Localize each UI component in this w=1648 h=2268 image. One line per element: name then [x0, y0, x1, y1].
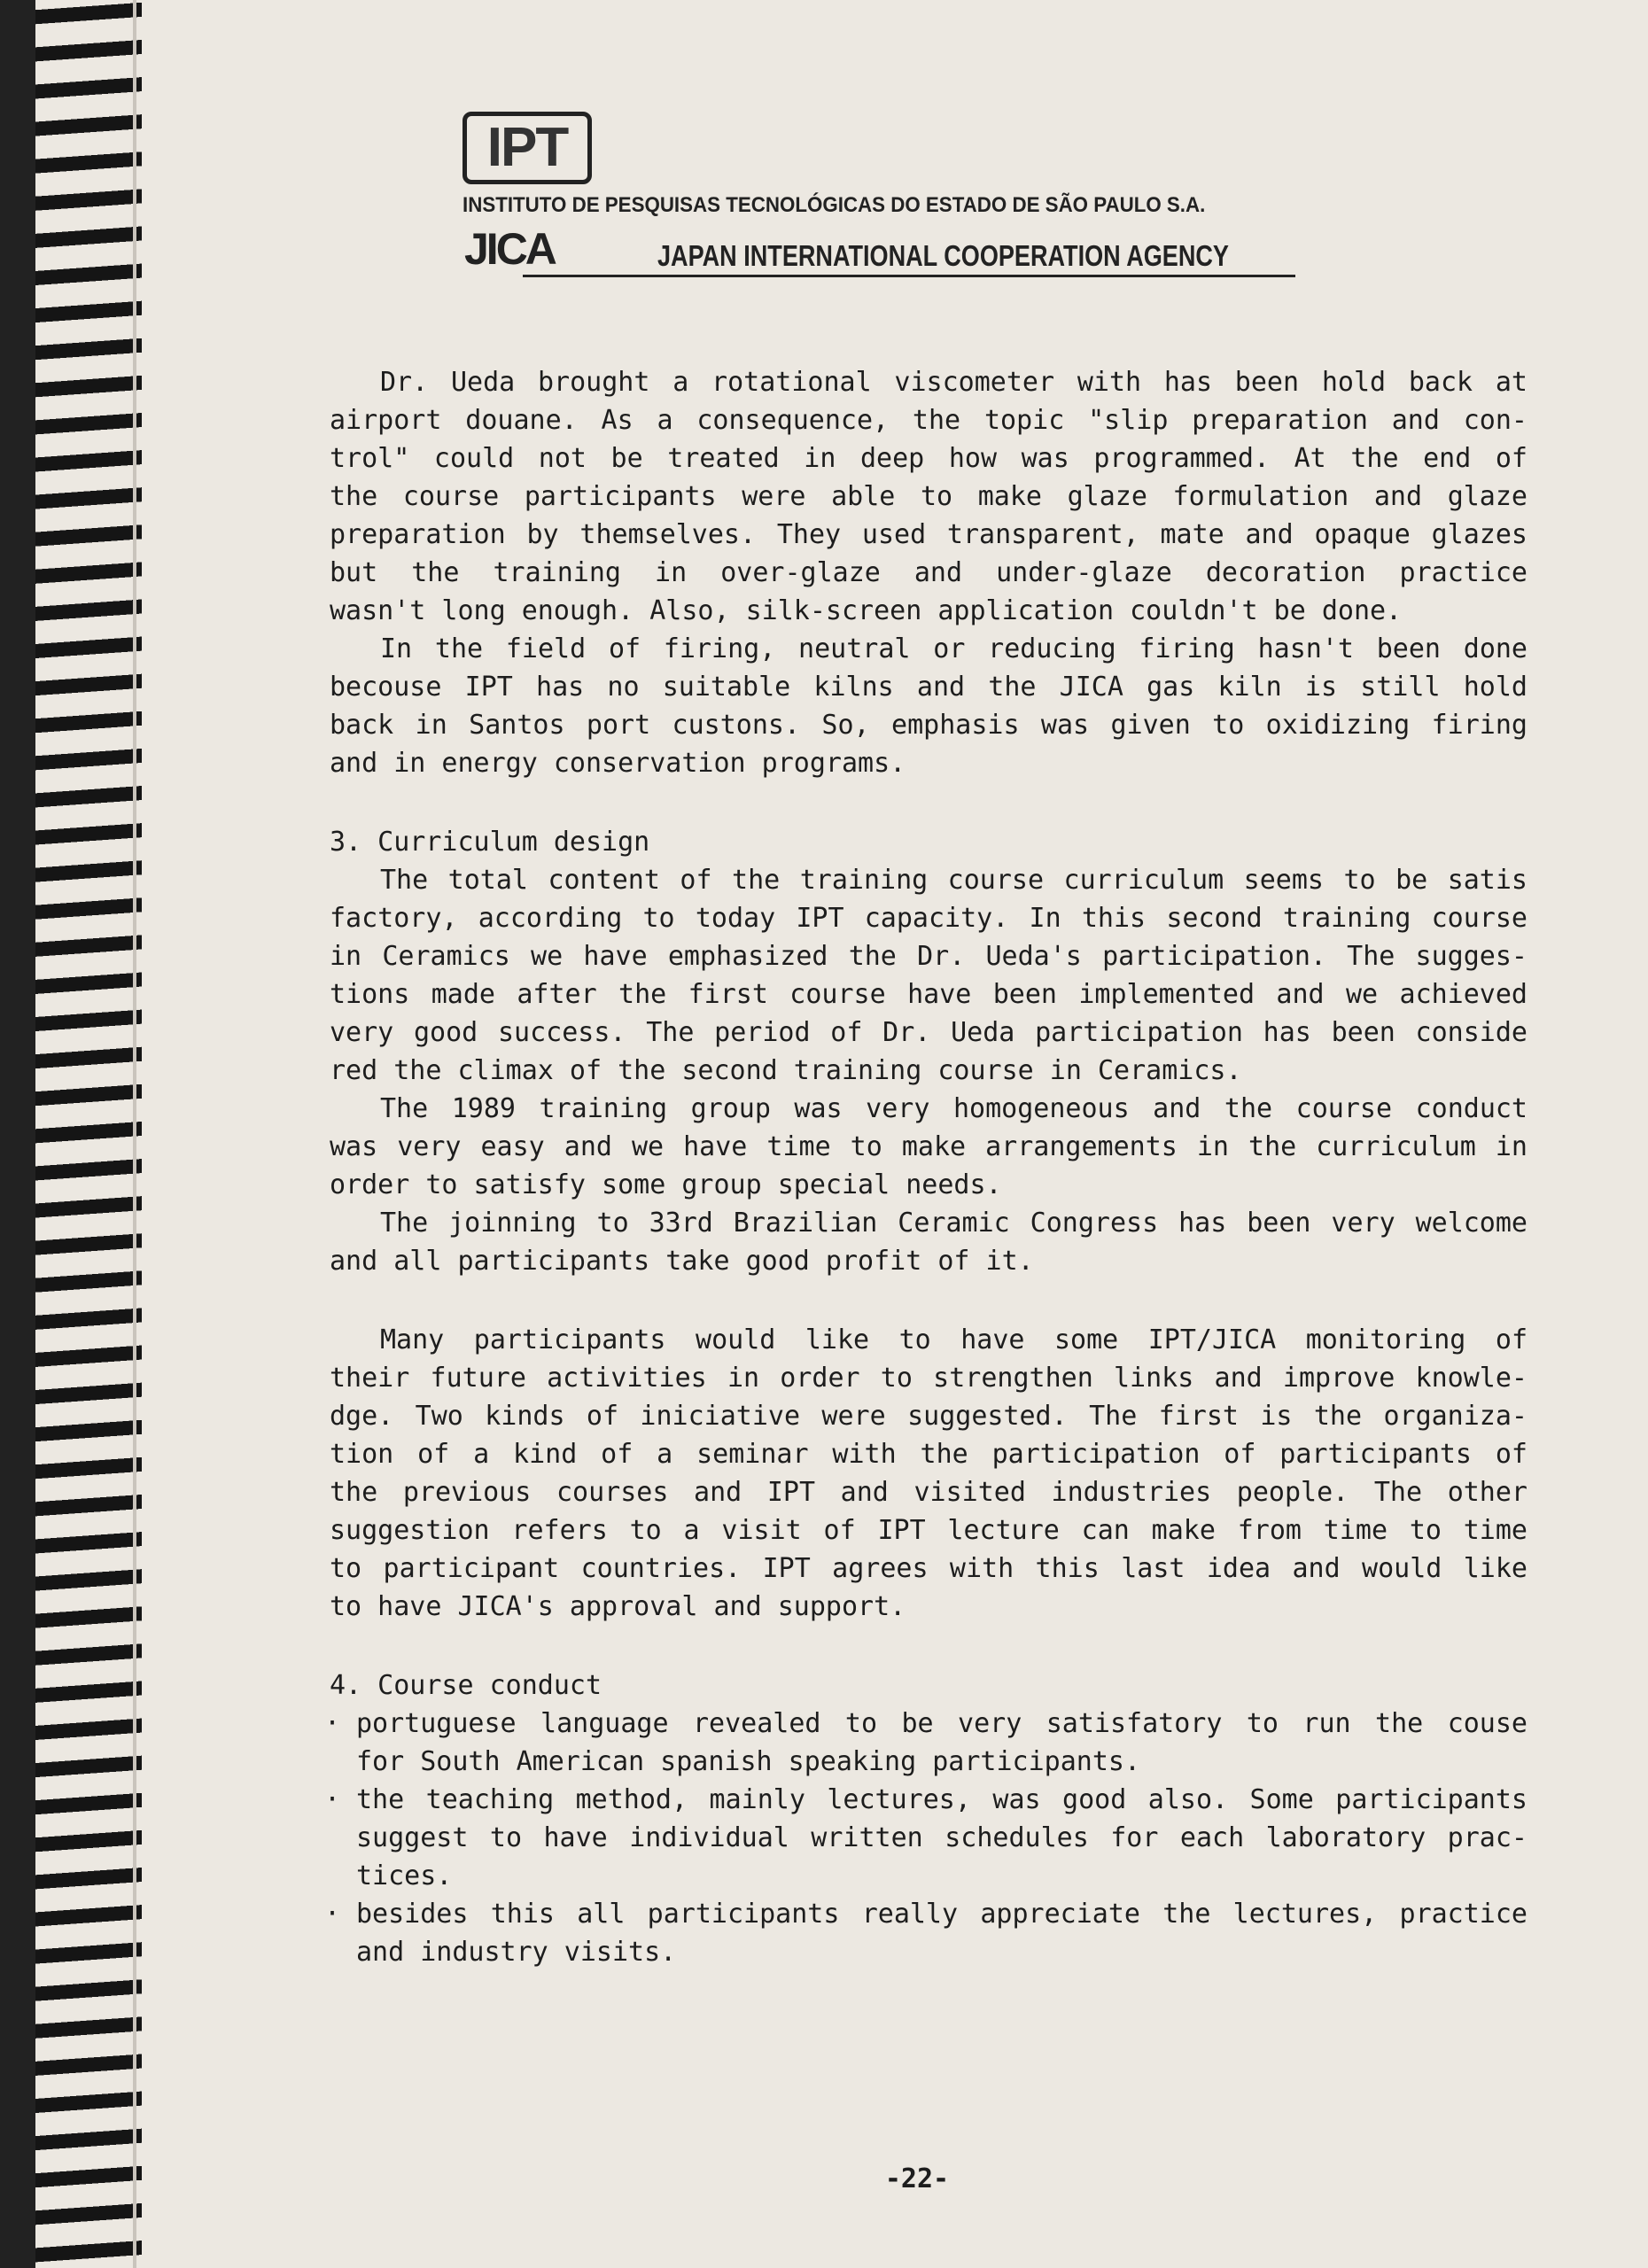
text-line: suggest to have individual written schedules for each laboratory prac-	[356, 1822, 1528, 1853]
text-line: red the climax of the second training course in Ceramics.	[330, 1055, 1242, 1086]
section-gap	[330, 1280, 1528, 1321]
text-line: their future activities in order to strengthen links and improve knowle-	[330, 1363, 1528, 1394]
text-line: becouse IPT has no suitable kilns and the JICA gas kiln is still hold	[330, 672, 1528, 703]
text-line: dge. Two kinds of iniciative were suggested. The first is the organiza-	[330, 1401, 1528, 1432]
paragraph	[330, 630, 1528, 782]
text-line: was very easy and we have time to make arrangements in the curriculum in	[330, 1131, 1528, 1162]
text-line: and all participants take good profit of it.	[330, 1246, 1034, 1277]
agency-name: JAPAN INTERNATIONAL COOPERATION AGENCY	[657, 239, 1229, 272]
paragraph	[330, 1090, 1528, 1204]
text-line: tion of a kind of a seminar with the participation of participants of	[330, 1439, 1528, 1470]
text-line: the previous courses and IPT and visited industries people. The other	[330, 1477, 1528, 1508]
text-line: the course participants were able to make glaze formulation and glaze	[330, 481, 1528, 512]
text-line: airport douane. As a consequence, the topic "slip preparation and con-	[330, 405, 1528, 436]
page-edge	[133, 0, 136, 2268]
text-line: to have JICA's approval and support.	[330, 1591, 906, 1622]
text-line: portuguese language revealed to be very satisfatory to run the couse	[356, 1708, 1528, 1739]
jica-logo: JICA	[464, 224, 555, 274]
bullet-item	[324, 1895, 1528, 1971]
text-line: back in Santos port custons. So, emphasis was given to oxidizing firing	[330, 710, 1528, 741]
bullet-dot: ·	[324, 1784, 341, 1815]
text-line: in Ceramics we have emphasized the Dr. Ueda's participation. The sugges-	[330, 941, 1528, 972]
text-line: order to satisfy some group special needs.	[330, 1169, 1002, 1200]
text-line: besides this all participants really appreciate the lectures, practice	[356, 1899, 1528, 1930]
text-line: suggestion refers to a visit of IPT lecture can make from time to time	[330, 1515, 1528, 1546]
text-line: and industry visits.	[356, 1937, 677, 1968]
header-rule	[523, 275, 1295, 277]
text-line: very good success. The period of Dr. Ueda participation has been conside	[330, 1017, 1528, 1048]
text-line: In the field of firing, neutral or reducing firing hasn't been done	[380, 633, 1528, 664]
paragraph	[330, 363, 1528, 630]
ipt-logo: IPT	[463, 112, 592, 184]
text-line: The total content of the training course curriculum seems to be satis	[380, 865, 1528, 896]
section-heading: 3. Curriculum design	[330, 827, 650, 858]
bullet-item	[324, 1705, 1528, 1781]
text-line: Many participants would like to have some IPT/JICA monitoring of	[380, 1324, 1528, 1355]
text-line: Dr. Ueda brought a rotational viscometer with has been hold back at	[380, 367, 1528, 398]
text-line: for South American spanish speaking participants.	[356, 1746, 1141, 1777]
text-line: but the training in over-glaze and under-glaze decoration practice	[330, 557, 1528, 588]
institute-name: INSTITUTO DE PESQUISAS TECNOLÓGICAS DO ESTADO DE SÃO PAULO S.A.	[463, 193, 1206, 217]
text-line: tions made after the first course have been implemented and we achieved	[330, 979, 1528, 1010]
paragraph	[330, 1204, 1528, 1280]
document-body	[324, 363, 1528, 1971]
page-number: -22-	[884, 2163, 950, 2194]
text-line: preparation by themselves. They used transparent, mate and opaque glazes	[330, 519, 1528, 550]
text-line: trol" could not be treated in deep how was programmed. At the end of	[330, 443, 1528, 474]
section-heading: 4. Course conduct	[330, 1670, 602, 1701]
bullet-dot: ·	[324, 1708, 341, 1739]
text-line: and in energy conservation programs.	[330, 748, 906, 779]
text-line: to participant countries. IPT agrees with this last idea and would like	[330, 1553, 1528, 1584]
text-line: wasn't long enough. Also, silk-screen application couldn't be done.	[330, 595, 1403, 626]
spiral-binding	[0, 0, 142, 2268]
text-line: The joinning to 33rd Brazilian Ceramic Congress has been very welcome	[380, 1208, 1528, 1239]
bullet-item	[324, 1781, 1528, 1895]
text-line: tices.	[356, 1860, 453, 1891]
paragraph	[330, 861, 1528, 1090]
text-line: the teaching method, mainly lectures, was good also. Some participants	[356, 1784, 1528, 1815]
text-line: factory, according to today IPT capacity. In this second training course	[330, 903, 1528, 934]
paragraph	[330, 1321, 1528, 1626]
text-line: The 1989 training group was very homogeneous and the course conduct	[380, 1093, 1528, 1124]
bullet-dot: ·	[324, 1899, 341, 1930]
